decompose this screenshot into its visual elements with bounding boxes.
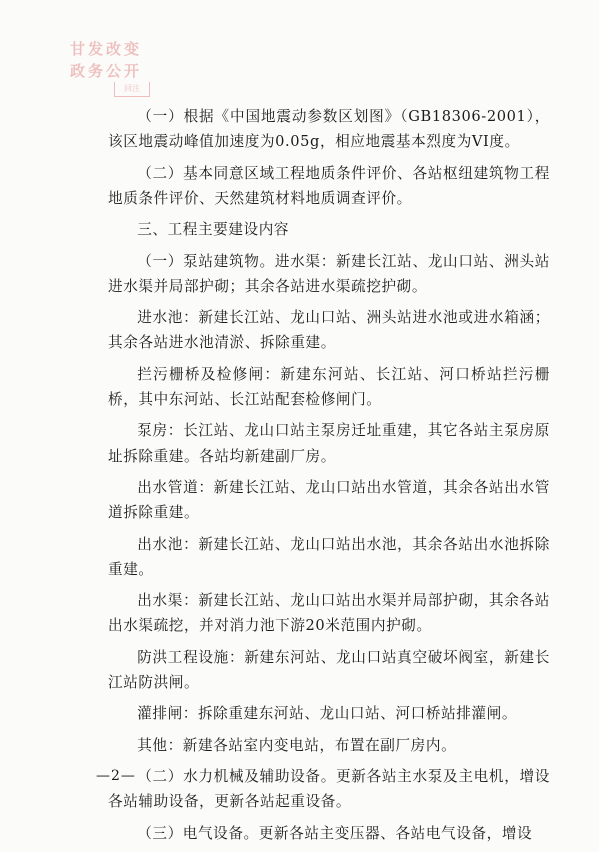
paragraph-intake-channel: （一）泵站建筑物。进水渠：新建长江站、龙山口站、洲头站进水渠并局部护砌；其余各站进水渠疏挖护砌。	[108, 252, 550, 295]
paragraph-hydraulic-machinery: （二）水力机械及辅助设备。更新各站主水泵及主电机，增设各站辅助设备，更新各站起重设备。	[108, 768, 550, 811]
paragraph-geology: （二）基本同意区域工程地质条件评价、各站枢纽建筑物工程地质条件评价、天然建筑材料地质调查评价。	[108, 164, 550, 207]
paragraph-electrical: （三）电气设备。更新各站主变压器、各站电气设备，增设	[137, 824, 533, 842]
paragraph-seismic: （一）根据《中国地震动参数区划图》（GB18306-2001），该区地震动峰值加速度为0.05g，相应地震基本烈度为VI度。	[108, 108, 550, 151]
page-number: —2—	[96, 768, 136, 784]
paragraph-outlet-pool: 出水池：新建长江站、龙山口站出水池，其余各站出水池拆除重建。	[108, 535, 550, 578]
section-heading: 三、工程主要建设内容	[137, 221, 290, 239]
document-body	[108, 104, 550, 852]
paragraph-outlet-pipe: 出水管道：新建长江站、龙山口站出水管道，其余各站出水管道拆除重建。	[108, 478, 550, 522]
stamp-line-2: 政务公开	[70, 62, 143, 80]
paragraph-trash-rack: 拦污栅桥及检修闸：新建东河站、长江站、河口桥站拦污栅桥，其中东河站、长江站配套检修闸门。	[108, 365, 550, 408]
stamp-line-1: 甘发改变	[70, 40, 143, 58]
paragraph-flood-control: 防洪工程设施：新建东河站、龙山口站真空破坏阀室，新建长江站防洪闸。	[108, 648, 550, 691]
paragraph-intake-pool: 进水池：新建长江站、龙山口站、洲头站进水池或进水箱涵；其余各站进水池清淤、拆除重建。	[108, 309, 550, 352]
paragraph-pump-house: 泵房：长江站、龙山口站主泵房迁址重建，其它各站主泵房原址拆除重建。各站均新建副厂房。	[108, 422, 550, 465]
paragraph-sluice: 灌排闸：拆除重建东河站、龙山口站、河口桥站排灌闸。	[137, 705, 518, 723]
paragraph-outlet-channel: 出水渠：新建长江站、龙山口站出水渠并局部护砌，其余各站出水渠疏挖，并对消力池下游20米范围内护砌。	[108, 592, 550, 635]
official-stamp	[70, 38, 160, 98]
paragraph-other: 其他：新建各站室内变电站，布置在副厂房内。	[137, 736, 457, 754]
stamp-tag: 回注	[114, 82, 150, 97]
